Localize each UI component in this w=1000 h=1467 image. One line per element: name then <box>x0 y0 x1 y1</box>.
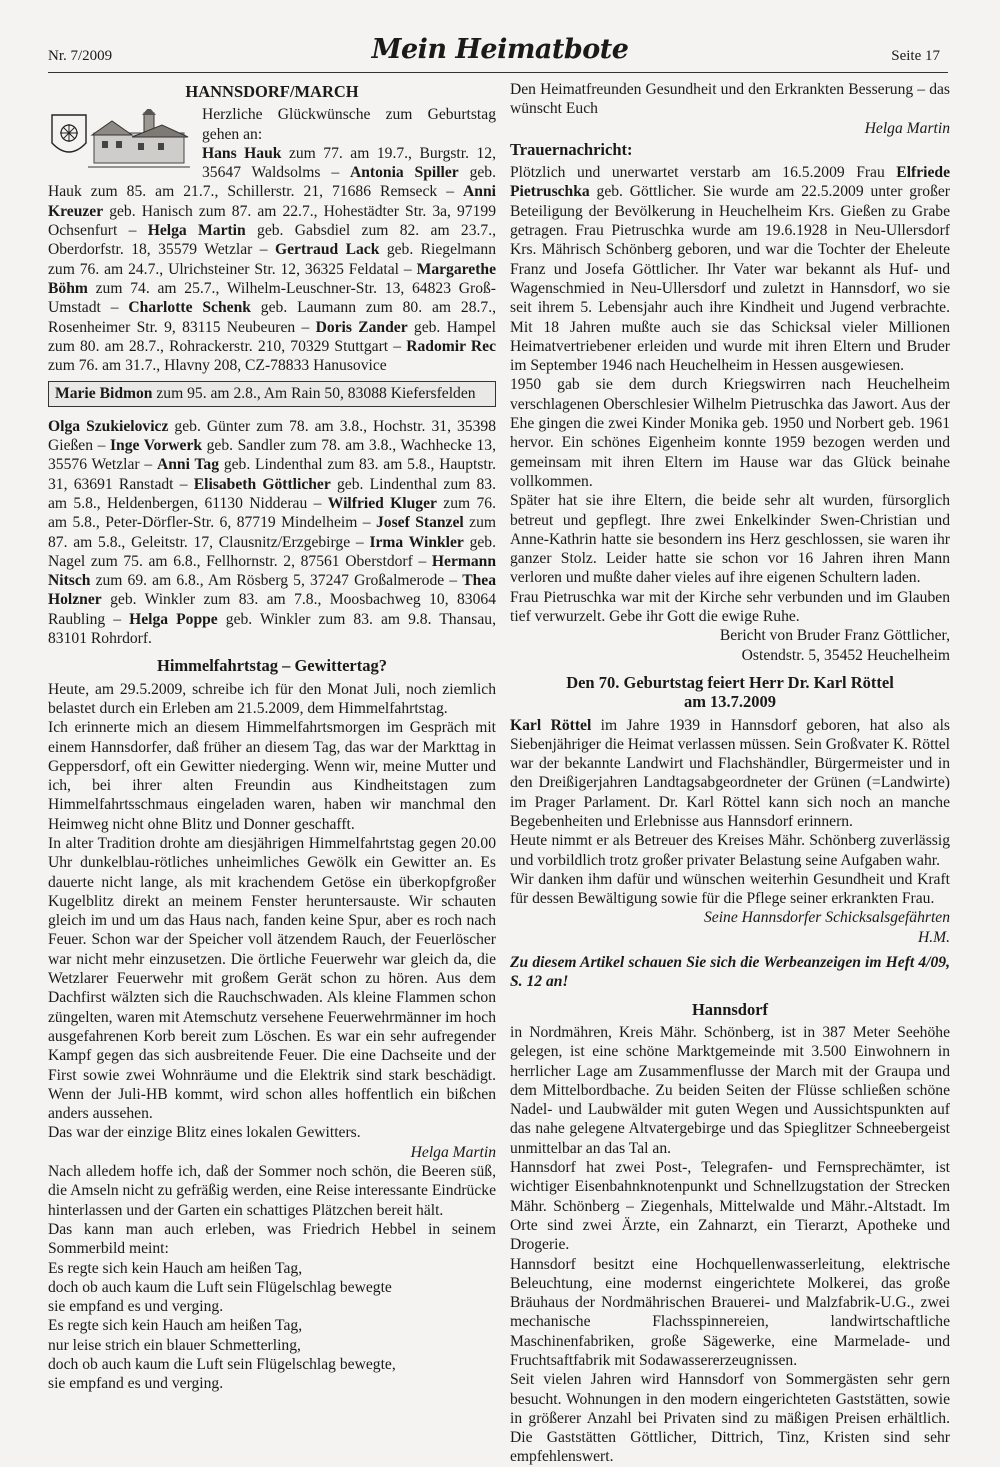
article-paragraph: Seit vielen Jahren wird Hannsdorf von Sommergästen sehr gern besucht. Wohnungen in den modern eingerichteten Gaststätten, sowie in größerer Anzahl bei Privaten sind zu mäßigen Preisen erhältlich. Die Gaststätten Göttlicher, Dittrich, Tinz, Kristen sind sehr empfehlenswert. <box>510 1371 950 1466</box>
deceased-name: Elfriede Pietruschka <box>510 164 950 201</box>
article-paragraph: In alter Tradition drohte am diesjährigen Himmelfahrtstag gegen 20.00 Uhr dunkelblau-rötliches unheimliches Gewölk ein Gewitter an. Es dauerte nicht lange, als mit krachendem Getöse ein überkopfgroßer Kugelblitz direkt an meinem Fenster heruntersauste. Wir schauten gleich im und um das Haus nach, fanden keine Spur, aber es roch nach Feuer. Schon war der Speicher voll ätzendem Rauch, der Feuerlöscher war nicht mehr einzusetzen. Die örtliche Feuerwehr war gleich da, die Wetzlarer Feuerwehr mit großem Gerät schon zu hören. Aus dem Dachfirst wälzten sich die Rauchschwaden. Als kleine Flammen schon züngelten, waren mit Atemschutz versehene Feuerwehrmänner im hoch ausgefahrenen Korb bereit zum Löschen. Es war ein sehr aufregender Kampf gegen das sich ausbreitende Feuer. Die eine Dachseite und der First sowie zwei Wohnräume und die Elektrik sind stark beschädigt. Wenn der Juli-HB kommt, wird schon alles hoffentlich ein bißchen anders aussehen. <box>48 834 496 1123</box>
header-rule <box>48 72 948 73</box>
celebrant-name: Irma Winkler <box>369 533 464 551</box>
obituary-paragraph: Frau Pietruschka war mit der Kirche sehr verbunden und im Glauben tief verwurzelt. Gebe ihr Gott die ewige Ruhe. <box>510 588 950 626</box>
article-paragraph: Ich erinnerte mich an diesem Himmelfahrtsmorgen im Gespräch mit einem Hannsdorfer, daß früher an diesem Tag, das war der Markttag in Geppersdorf, oft ein Gewitter niederging. Wenn wir, meine Mutter und ich, bei ihrer alten Freundin aus Kindheitstagen zum Himmelfahrtsschmaus eingeladen waren, haben wir manchmal den Heimweg nicht ohne Blitz und Donner geschafft. <box>48 719 496 833</box>
obituary-paragraph: Später hat sie ihre Eltern, die beide sehr alt wurden, fürsorglich betreut und gepflegt. Ihre zwei Enkelkinder Swen-Christian und Anne-Kathrin hatte sie besondern ins Herz geschlossen, sie waren ihr ganzer Stolz. Leider hatte sie schon vor 16 Jahren ihren Mann verloren und mußte daher vieles auf ihre eigenen Schultern laden. <box>510 492 950 587</box>
article-paragraph: in Nordmähren, Kreis Mähr. Schönberg, ist in 387 Meter Seehöhe gelegen, ist eine schöne Marktgemeinde mit 3.500 Einwohnern in herrlicher Lage am Zusammenflusse der March mit der Graupa und dem Mittelbordbache. Zu beiden Seiten der Flüsse schließen schöne Nadel- und Laubwälder mit guten Wegen und Aussichtspunkten auf das nahe gelegene Altvatergebirge und das Spieglitzer Schneebergeist unmittelbar an das Tal an. <box>510 1023 950 1157</box>
article-paragraph: Hannsdorf hat zwei Post-, Telegrafen- und Fernsprechämter, ist wichtiger Eisenbahnknotenpunkt und Schnellzugstation der Strecken Mähr. Schönberg – Ziegenhals, Mittelwalde und Mähr.-Altstadt. Im Orte sind zwei Ärzte, ein Zahnarzt, ein Tierarzt, Apotheke und Drogerie. <box>510 1159 950 1254</box>
celebrant-name: Anni Kreuzer <box>48 183 496 220</box>
birthday-article-heading: Den 70. Geburtstag feiert Herr Dr. Karl Röttel <box>566 672 894 692</box>
masthead-title: Mein Heimatbote <box>371 34 629 65</box>
article-paragraph: Wir danken ihm dafür und wünschen weiterhin Gesundheit und Kraft für dessen Bewältigung sowie für die Pflege seiner erkrankten Frau. <box>510 870 950 908</box>
article-paragraph: Karl Röttel im Jahre 1939 in Hannsdorf geboren, hat also als Siebenjähriger die Heimat verlassen müssen. Sein Großvater K. Röttel war der bekannte Landwirt und Flachshändler, Bürgermeister und in den Dreißigerjahren Landtagsabgeordneter der Grünen (=Landwirte) im Prager Parlament. Dr. Karl Röttel kann sich noch an manche Begebenheiten und Erlebnisse aus Hannsdorf erinnern. <box>510 716 950 830</box>
author-signature: Seine Hannsdorfer Schicksalsgefährten <box>704 909 950 927</box>
village-illustration-icon <box>48 109 194 171</box>
trauer-heading: Trauernachricht: <box>510 139 633 159</box>
celebrant-name: Radomir Rec <box>406 337 496 355</box>
hannsdorf-heading: Hannsdorf <box>691 999 769 1019</box>
celebrant-name: Helga Martin <box>147 222 246 240</box>
article-paragraph: Heute, am 29.5.2009, schreibe ich für den Monat Juli, noch ziemlich belastet durch ein Erleben am 21.5.2009, dem Himmelfahrtstag. <box>48 680 496 717</box>
poem-line: sie empfand es und verging. <box>48 1298 224 1316</box>
celebrant-name: Elisabeth Göttlicher <box>193 475 331 493</box>
celebrant-name: Charlotte Schenk <box>128 299 251 317</box>
hannsdorf-march-heading: HANNSDORF/MARCH <box>185 82 359 101</box>
poem <box>48 1259 496 1394</box>
celebrant-name: Josef Stanzel <box>376 514 464 532</box>
report-address: Ostendstr. 5, 35452 Heuchelheim <box>741 646 950 664</box>
celebrant-name: Inge Vorwerk <box>109 437 203 455</box>
birthday-list-2: Olga Szukielovicz geb. Günter zum 78. am 3.8., Hochstr. 31, 35398 Gießen – Inge Vorwerk geb. Sandler zum 78. am 3.8., Wachhecke 13, 35576 Wetzlar – Anni Tag geb. Lindenthal zum 83. am 5.8., Hauptstr. 31, 63691 Ranstadt – Elisabeth Göttlicher geb. Lindenthal zum 83. am 5.8., Heldenbergen, 61130 Nidderau – Wilfried Kluger zum 76. am 5.8., Peter-Dörfler-Str. 6, 87719 Mindelheim – Josef Stanzel zum 87. am 5.8., Geleitstr. 17, Clausnitz/Erzgebirge – Irma Winkler geb. Nagel zum 75. am 6.8., Fellhornstr. 2, 87561 Oberstdorf – Hermann Nitsch zum 69. am 6.8., Am Rösberg 5, 37247 Großalmerode – Thea Holzner geb. Winkler zum 83. am 7.8., Moosbachweg 10, 83064 Raubling – Helga Poppe geb. Winkler zum 83. am 9.8. Thansau, 83101 Rohrdorf. <box>48 417 497 648</box>
highlighted-birthday-box: Marie Bidmon zum 95. am 2.8., Am Rain 50, 83088 Kiefersfelden <box>48 381 496 406</box>
birthday-article-date: am 13.7.2009 <box>683 692 777 712</box>
page-number: Seite 17 <box>891 48 940 64</box>
birthday-list-1: Hans Hauk zum 77. am 19.7., Burgstr. 12, 35647 Waldsolms – Antonia Spiller geb. Hauk zum 85. am 21.7., Schillerstr. 21, 71686 Remseck – Anni Kreuzer geb. Hanisch zum 87. am 22.7., Hohestädter Str. 3a, 97199 Ochsenfurt – Helga Martin geb. Gabsdiel zum 82. am 23.7., Oberdorfstr. 18, 35579 Wetzlar – Gertraud Lack geb. Riegelmann zum 76. am 24.7., Ulrichsteiner Str. 12, 36325 Feldatal – Margarethe Böhm zum 74. am 25.7., Wilhelm-Leuschner-Str. 13, 64823 Groß-Umstadt – Charlotte Schenk geb. Laumann zum 80. am 28.7., Rosenheimer Str. 9, 83115 Neubeuren – Doris Zander geb. Hampel zum 80. am 28.7., Rohrackerstr. 210, 70329 Stuttgart – Radomir Rec zum 76. am 31.7., Hlavny 208, CZ-78833 Hanusovice <box>48 144 497 375</box>
poem-line: sie empfand es und verging. <box>48 1375 224 1393</box>
celebrant-name: Helga Poppe <box>129 610 218 628</box>
greeting-text: Herzliche Glückwünsche zum Geburtstag gehen an: <box>202 106 496 143</box>
celebrant-name: Wilfried Kluger <box>327 494 437 512</box>
poem-line: Es regte sich kein Hauch am heißen Tag, <box>48 1317 303 1335</box>
advert-reference-note: Zu diesem Artikel schauen Sie sich die Werbeanzeigen im Heft 4/09, S. 12 an! <box>510 954 950 991</box>
obituary-paragraph: 1950 gab sie dem durch Kriegswirren nach Heuchelheim verschlagenen Oberschlesier Wilhelm Pietruschka das Jawort. Aus der Ehe gingen die zwei Kinder Monika geb. 1950 und Norbert geb. 1961 hervor. Ein schönes Eigenheim konnte 1959 bezogen werden und gemeinsam mit ihren Eltern im Hause war das Glück beinahe vollkommen. <box>510 376 950 490</box>
coat-of-arms-logo <box>48 109 194 171</box>
author-initials: H.M. <box>917 928 950 946</box>
report-signature: Bericht von Bruder Franz Göttlicher, <box>719 627 950 645</box>
celebrant-name: Olga Szukielovicz <box>48 417 169 435</box>
author-signature: Helga Martin <box>410 1143 496 1161</box>
article-paragraph: Das kann man auch erleben, was Friedrich Hebbel in seinem Sommerbild meint: <box>48 1220 496 1258</box>
celebrant-name: Marie Bidmon <box>55 385 153 403</box>
article-paragraph: Den Heimatfreunden Gesundheit und den Erkrankten Besserung – das wünscht Euch <box>510 81 950 118</box>
celebrant-name: Anni Tag <box>156 456 220 474</box>
page-header <box>0 30 1000 70</box>
poem-line: doch ob auch kaum die Luft sein Flügelschlag bewegte <box>48 1278 392 1296</box>
issue-number: Nr. 7/2009 <box>48 48 113 64</box>
right-column <box>510 80 950 1467</box>
article-paragraph: Das war der einzige Blitz eines lokalen Gewitters. <box>48 1124 361 1142</box>
celebrant-name: Gertraud Lack <box>274 241 380 259</box>
celebrant-name: Karl Röttel <box>510 716 592 734</box>
obituary-paragraph: Plötzlich und unerwartet verstarb am 16.5.2009 Frau Elfriede Pietruschka geb. Göttlicher. Sie wurde am 22.5.2009 unter großer Beteiligung der Bevölkerung in Heuchelheim Krs. Gießen zu Grabe getragen. Frau Pietruschka wurde am 19.6.1928 in Neu-Ullersdorf Krs. Mährisch Schönberg geboren, und war die Tochter der Eheleute Franz und Josefa Göttlicher. Ihr Vater war bekannt als Huf- und Wagenschmied in Neu-Ullersdorf und zuletzt in Hannsdorf, wo sie seit ihrem 5. Lebensjahr auch ihre Kindheit und Jugend verbrachte. Mit 18 Jahren mußte auch sie das Schicksal vieler Millionen Heimatvertriebener erleiden und wurde mit ihren Eltern und Bruder im September 1946 nach Heuchelheim in Hessen ausgewiesen. <box>510 164 950 375</box>
article-paragraph: Hannsdorf besitzt eine Hochquellenwasserleitung, elektrische Beleuchtung, eine modernst eingerichtete Molkerei, das große Bräuhaus der Nordmährischen Brauerei- und Malzfabrik-U.G., zwei mechanische Flachsspinnereien, landwirtschaftliche Maschinenfabriken, große Sägewerke, eine Marmelade- und Fruchtsaftfabrik mit Sodawassererzeugnissen. <box>510 1255 950 1369</box>
celebrant-name: Hans Hauk <box>202 144 282 162</box>
celebrant-name: Hermann Nitsch <box>48 552 496 590</box>
celebrant-name: Margarethe Böhm <box>48 260 496 297</box>
poem-line: nur leise strich ein blauer Schmetterling, <box>48 1336 301 1354</box>
article-paragraph: Heute nimmt er als Betreuer des Kreises Mähr. Schönberg zuverlässig und vorbildlich trotz großer privater Belastung seine Aufgaben wahr. <box>510 832 950 869</box>
poem-line: Es regte sich kein Hauch am heißen Tag, <box>48 1259 303 1277</box>
left-column <box>48 80 496 1394</box>
celebrant-name: Doris Zander <box>315 318 408 336</box>
celebrant-name: Antonia Spiller <box>349 164 459 182</box>
article-paragraph: Nach alledem hoffe ich, daß der Sommer noch schön, die Beeren süß, die Amseln nicht zu gefräßig werden, eine Reise interessante Eindrücke hinterlassen und der Garten ein schattiges Plätzchen bereit hält. <box>48 1163 496 1219</box>
author-signature: Helga Martin <box>864 119 950 137</box>
himmelfahrt-heading: Himmelfahrtstag – Gewittertag? <box>156 656 387 676</box>
poem-line: doch ob auch kaum die Luft sein Flügelschlag bewegte, <box>48 1356 396 1373</box>
celebrant-name: Thea Holzner <box>48 572 496 609</box>
